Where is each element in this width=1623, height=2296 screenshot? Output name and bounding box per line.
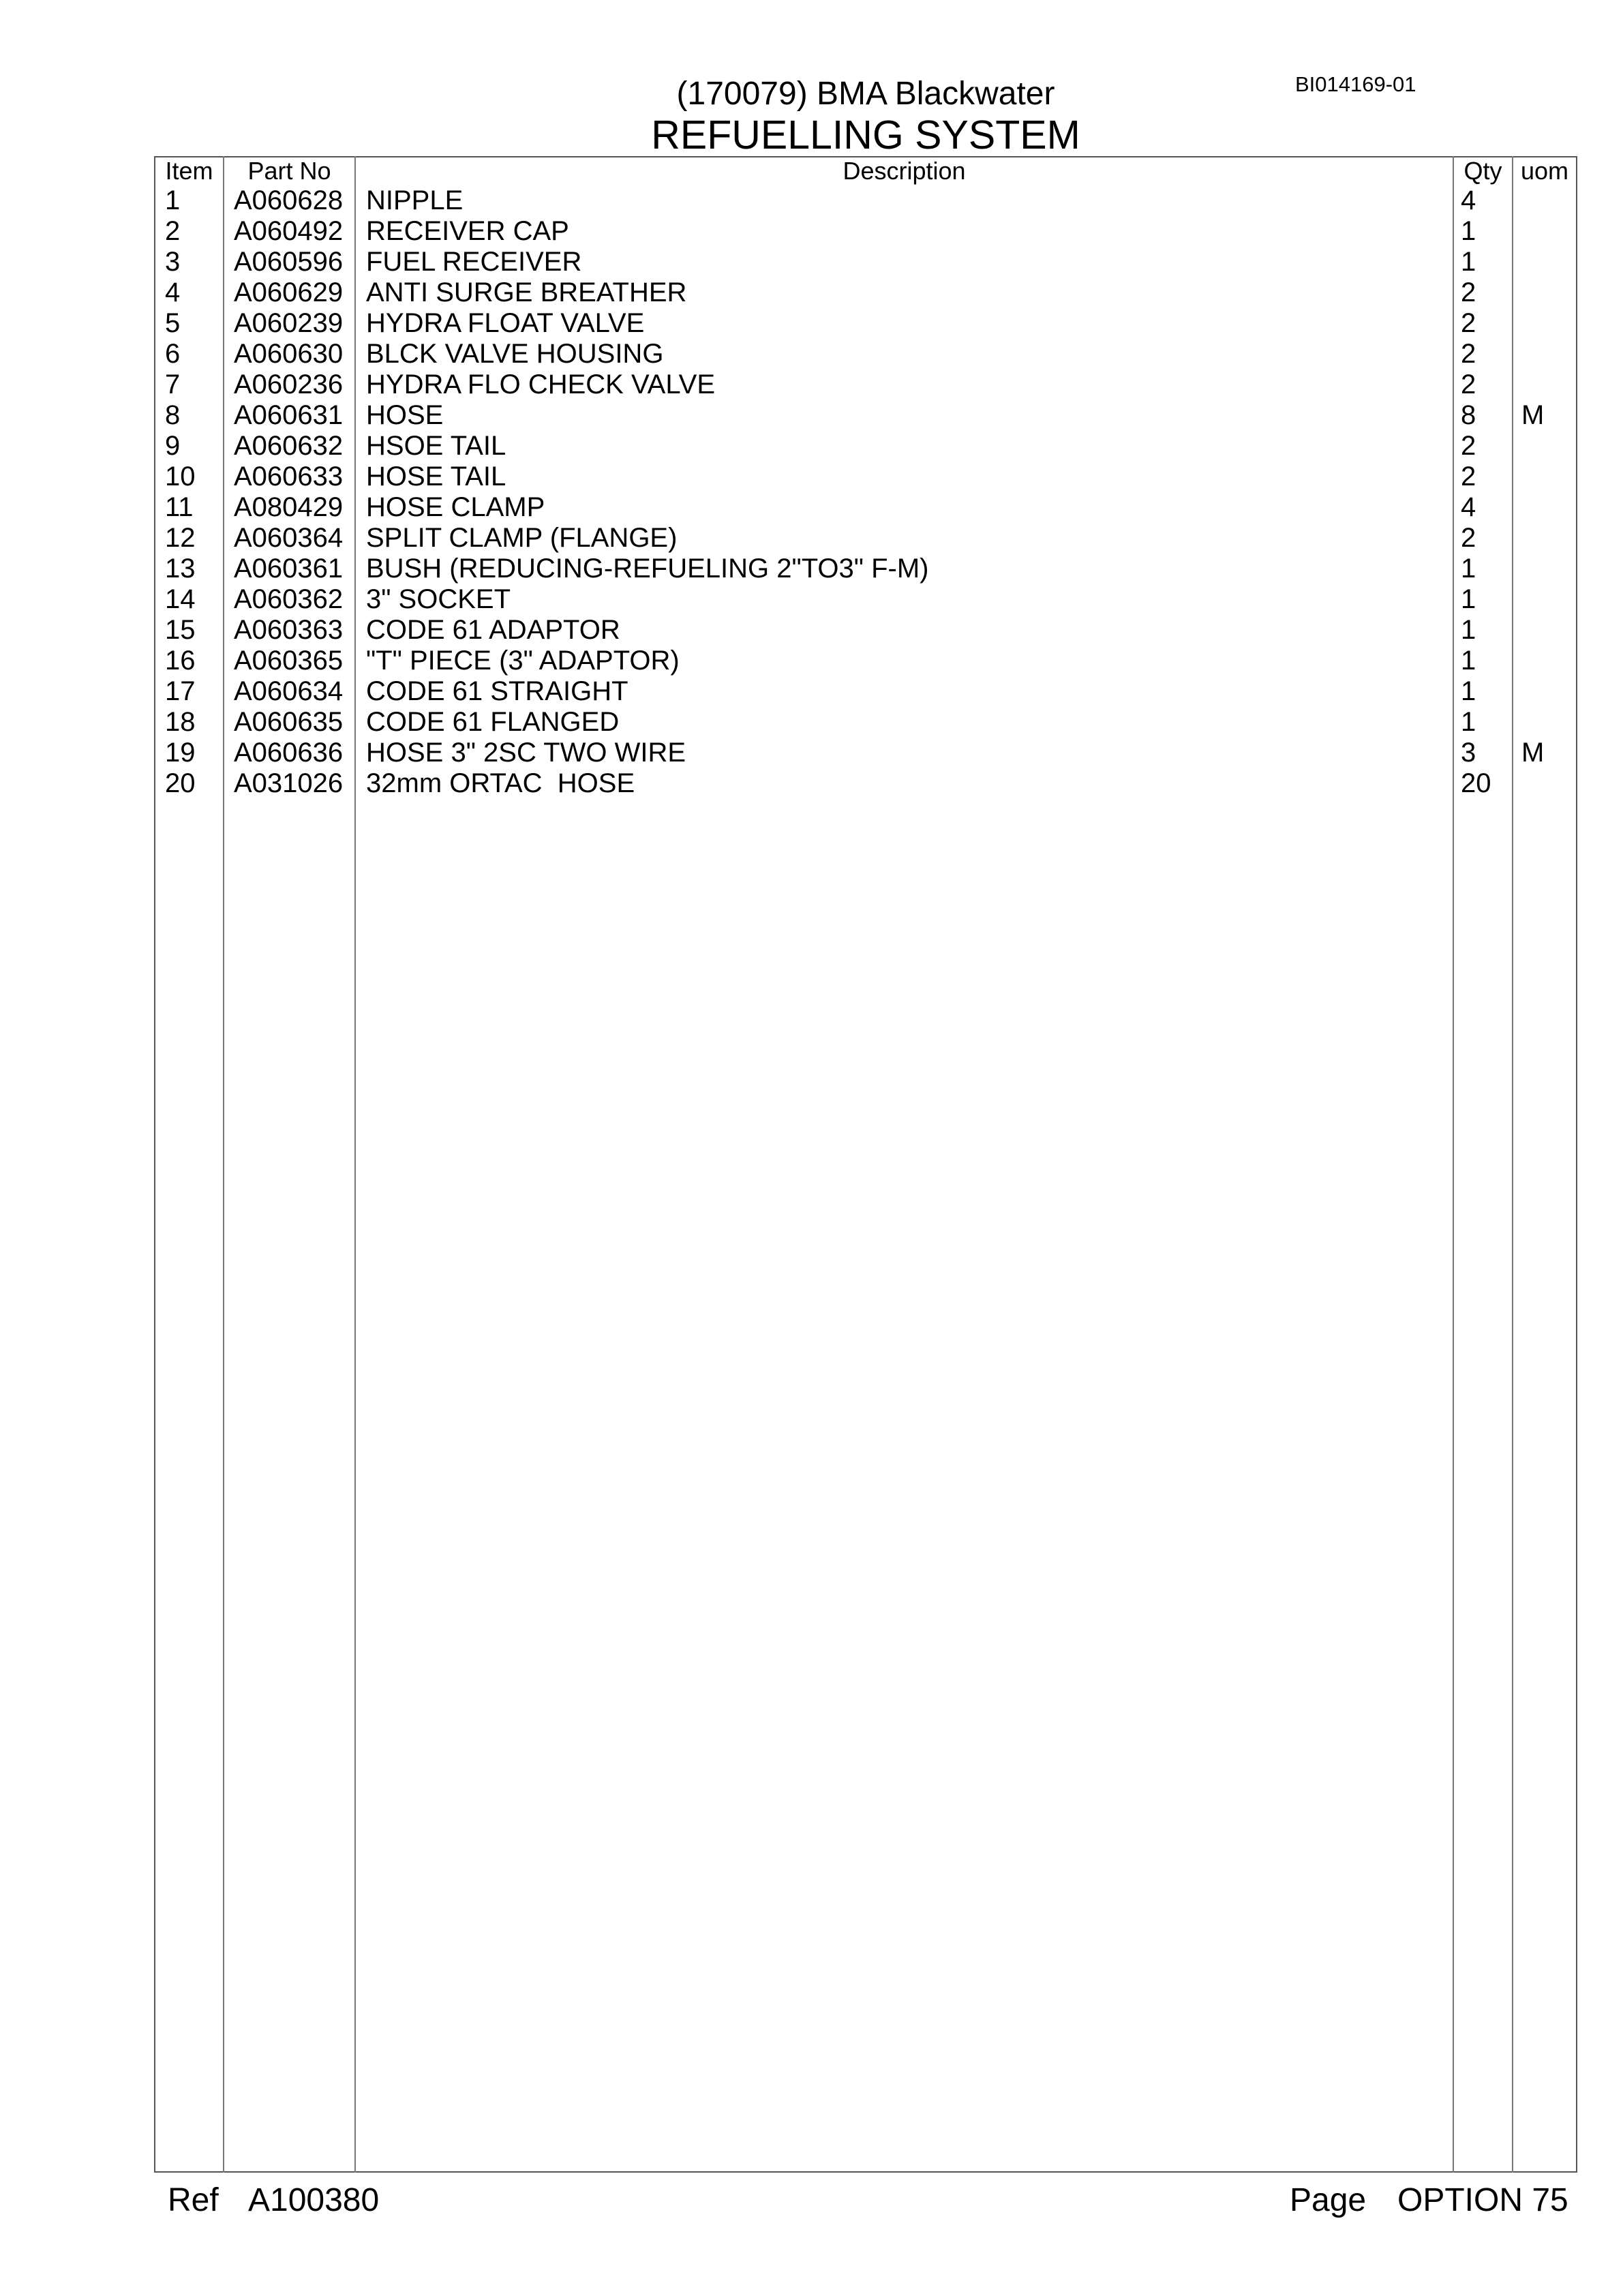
table-row (0, 492, 1623, 523)
part-number: A060634 (234, 676, 344, 706)
part-number: A060363 (234, 615, 344, 645)
quantity: 1 (1461, 615, 1476, 645)
item-number: 13 (165, 554, 196, 584)
item-number: 3 (165, 247, 181, 277)
item-number: 5 (165, 308, 181, 338)
item-number: 15 (165, 615, 196, 645)
part-number: A060364 (234, 523, 344, 553)
item-number: 1 (165, 185, 181, 215)
part-number: A060596 (234, 247, 344, 277)
part-description: HSOE TAIL (366, 431, 506, 461)
part-number: A060361 (234, 554, 344, 584)
quantity: 3 (1461, 738, 1476, 768)
part-description: HYDRA FLOAT VALVE (366, 308, 645, 338)
document-title: REFUELLING SYSTEM (651, 112, 1080, 157)
table-row (0, 277, 1623, 308)
item-number: 8 (165, 400, 181, 430)
table-row (0, 676, 1623, 707)
table-row (0, 462, 1623, 492)
item-number: 4 (165, 277, 181, 307)
part-number: A060632 (234, 431, 344, 461)
part-description: 3" SOCKET (366, 584, 511, 614)
quantity: 2 (1461, 523, 1476, 553)
table-row (0, 308, 1623, 339)
quantity: 2 (1461, 308, 1476, 338)
column-header-part-no: Part No (247, 157, 331, 185)
table-row (0, 584, 1623, 615)
footer-ref-value: A100380 (248, 2182, 380, 2218)
table-row (0, 554, 1623, 584)
quantity: 1 (1461, 584, 1476, 614)
document-code: BI014169-01 (1295, 72, 1416, 96)
item-number: 14 (165, 584, 196, 614)
quantity: 20 (1461, 768, 1491, 798)
part-number: A060631 (234, 400, 344, 430)
quantity: 1 (1461, 676, 1476, 706)
part-number: A060635 (234, 707, 344, 737)
footer-ref-label: Ref (168, 2182, 219, 2218)
item-number: 18 (165, 707, 196, 737)
quantity: 2 (1461, 339, 1476, 369)
table-row (0, 247, 1623, 277)
column-header-qty: Qty (1463, 157, 1502, 185)
part-description: ANTI SURGE BREATHER (366, 277, 687, 307)
item-number: 9 (165, 431, 181, 461)
table-row (0, 185, 1623, 216)
table-row (0, 523, 1623, 554)
table-row (0, 369, 1623, 400)
column-header-item: Item (165, 157, 213, 185)
item-number: 20 (165, 768, 196, 798)
part-number: A031026 (234, 768, 344, 798)
part-number: A060492 (234, 216, 344, 246)
unit-of-measure: M (1521, 738, 1545, 768)
quantity: 2 (1461, 462, 1476, 492)
part-description: HOSE CLAMP (366, 492, 545, 522)
table-row (0, 707, 1623, 738)
quantity: 1 (1461, 216, 1476, 246)
footer-page-label: Page (1290, 2182, 1367, 2218)
part-number: A060628 (234, 185, 344, 215)
table-row (0, 768, 1623, 799)
table-row (0, 615, 1623, 646)
quantity: 4 (1461, 185, 1476, 215)
part-number: A060636 (234, 738, 344, 768)
part-number: A060236 (234, 369, 344, 399)
part-description: "T" PIECE (3" ADAPTOR) (366, 646, 680, 676)
part-number: A060629 (234, 277, 344, 307)
part-description: BUSH (REDUCING-REFUELING 2"TO3" F-M) (366, 554, 929, 584)
part-description: BLCK VALVE HOUSING (366, 339, 664, 369)
part-description: HOSE TAIL (366, 462, 506, 492)
item-number: 11 (165, 492, 194, 522)
part-description: HYDRA FLO CHECK VALVE (366, 369, 715, 399)
part-description: CODE 61 ADAPTOR (366, 615, 620, 645)
part-description: FUEL RECEIVER (366, 247, 582, 277)
part-number: A060630 (234, 339, 344, 369)
quantity: 8 (1461, 400, 1476, 430)
quantity: 2 (1461, 431, 1476, 461)
part-description: RECEIVER CAP (366, 216, 569, 246)
part-description: CODE 61 STRAIGHT (366, 676, 628, 706)
quantity: 2 (1461, 369, 1476, 399)
quantity: 2 (1461, 277, 1476, 307)
item-number: 7 (165, 369, 181, 399)
part-number: A060239 (234, 308, 344, 338)
part-number: A060362 (234, 584, 344, 614)
table-row (0, 431, 1623, 462)
table-row (0, 339, 1623, 369)
table-row (0, 738, 1623, 768)
part-number: A060633 (234, 462, 344, 492)
column-header-uom: uom (1520, 157, 1569, 185)
document-subtitle: (170079) BMA Blackwater (676, 76, 1055, 112)
item-number: 2 (165, 216, 181, 246)
item-number: 10 (165, 462, 196, 492)
quantity: 1 (1461, 554, 1476, 584)
part-description: HOSE 3" 2SC TWO WIRE (366, 738, 686, 768)
part-description: NIPPLE (366, 185, 464, 215)
part-description: 32mm ORTAC HOSE (366, 768, 635, 798)
unit-of-measure: M (1521, 400, 1545, 430)
item-number: 16 (165, 646, 196, 676)
table-row (0, 646, 1623, 676)
item-number: 17 (165, 676, 196, 706)
footer-page-value: OPTION 75 (1397, 2182, 1568, 2218)
parts-list (0, 185, 1623, 799)
quantity: 1 (1461, 707, 1476, 737)
part-number: A060365 (234, 646, 344, 676)
table-row (0, 216, 1623, 247)
part-description: SPLIT CLAMP (FLANGE) (366, 523, 678, 553)
part-description: HOSE (366, 400, 444, 430)
item-number: 12 (165, 523, 196, 553)
quantity: 1 (1461, 646, 1476, 676)
item-number: 19 (165, 738, 196, 768)
column-header-description: Description (843, 157, 966, 185)
quantity: 4 (1461, 492, 1476, 522)
part-description: CODE 61 FLANGED (366, 707, 620, 737)
item-number: 6 (165, 339, 181, 369)
table-row (0, 400, 1623, 431)
quantity: 1 (1461, 247, 1476, 277)
part-number: A080429 (234, 492, 344, 522)
